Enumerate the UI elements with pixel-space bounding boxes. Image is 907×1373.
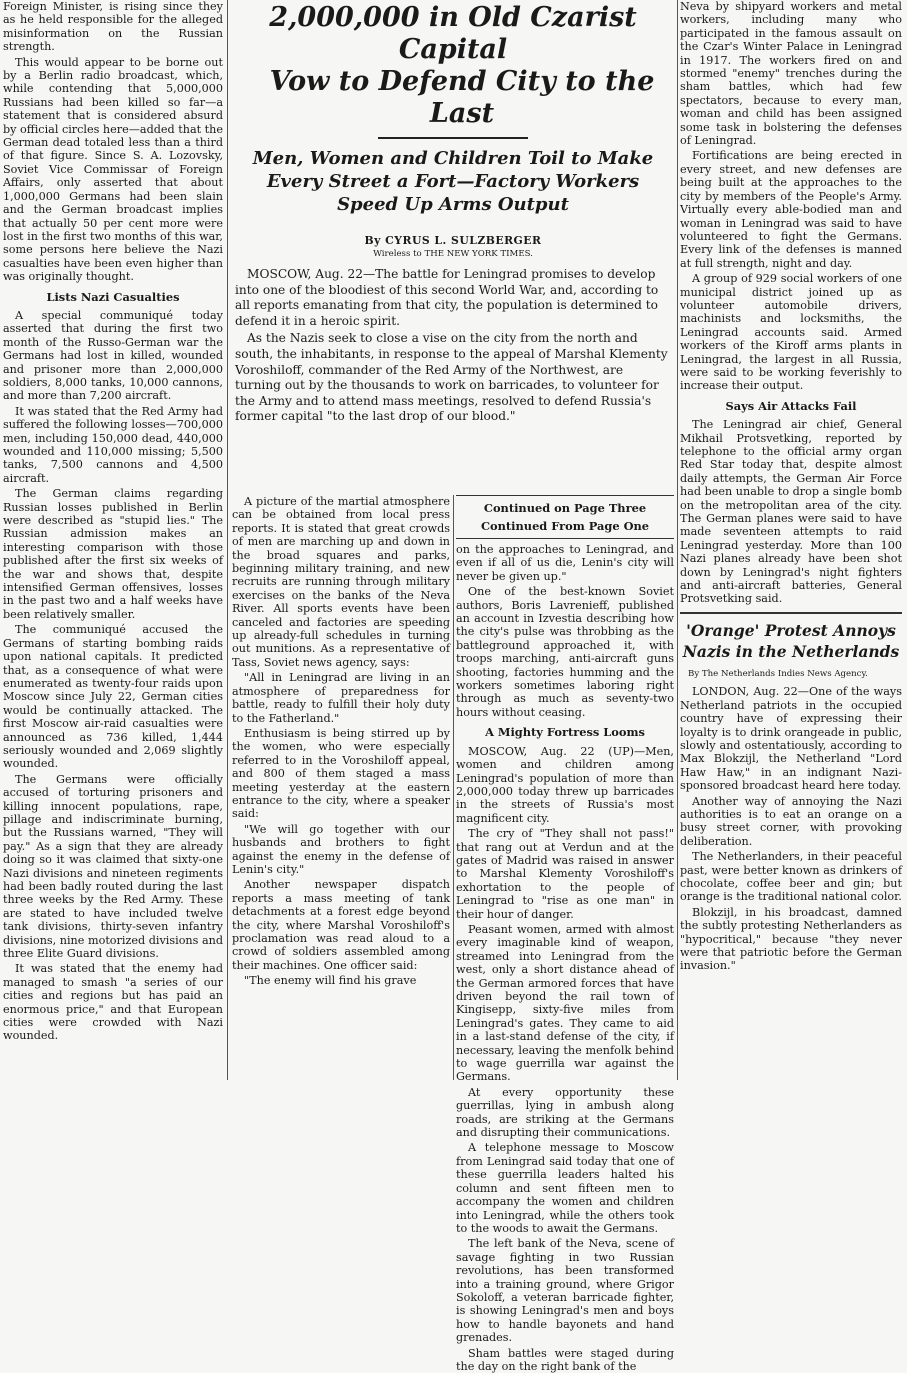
article-paragraph: The German claims regarding Russian losses published in Berlin were described as "stupid lies." The Russian admission makes an interesting comparison with those published after the first six weeks of the war and shows that, despite intensified German offensives, losses in the past two and a half weeks have been relatively smaller.	[3, 487, 223, 621]
article-paragraph: A group of 929 social workers of one municipal district joined up as volunteer automobile drivers, machinists and locksmiths, the Leningrad accounts said. Armed workers of the Kiroff arms plants in Leningrad, the largest in all Russia, were said to be working feverishly to increase their output.	[680, 272, 902, 393]
main-headline-block	[229, 0, 677, 490]
headline-line-1: 2,000,000 in Old Czarist Capital	[269, 2, 637, 65]
article-paragraph: "We will go together with our husbands and brothers to fight against the enemy in the defense of Lenin's city."	[232, 822, 450, 876]
continued-on-label: Continued on Page Three	[483, 501, 647, 515]
headline-line-2: Vow to Defend City to the Last	[269, 66, 655, 129]
wire-credit: Wireless to THE NEW YORK TIMES.	[373, 249, 533, 259]
article-paragraph: The Leningrad air chief, General Mikhail Protsvetking, reported by telephone to the official army organ Red Star today that, despite almost daily attempts, the German Air Force had been unable to drop a single bomb on the metropolitan area of the city. The German planes were said to have made seventeen attempts to raid Leningrad yesterday. More than 100 Nazi planes already have been shot down by Leningrad's night fighters and anti-aircraft batteries, General Protsvetking said.	[680, 418, 902, 606]
article-paragraph: Another newspaper dispatch reports a mass meeting of tank detachments at a forest edge beyond the city, where Marshal Voroshiloff's proclamation was read aloud to a crowd of soldiers assembled among their machines. One officer said:	[232, 878, 450, 972]
article-paragraph: on the approaches to Leningrad, and even if all of us die, Lenin's city will never be given up."	[456, 543, 674, 583]
deck-line-2: Every Street a Fort—Factory Workers	[266, 171, 640, 192]
article-paragraph: The Netherlanders, in their peaceful past, were better known as drinkers of chocolate, coffee beer and gin; but orange is the traditional national color.	[680, 850, 902, 904]
article-paragraph: Neva by shipyard workers and metal workers, including many who participated in the famous assault on the Czar's Winter Palace in Leningrad in 1917. The workers fired on and stormed "enemy" trenches during the sham battles, which had few spectators, because to every man, woman and child has been assigned some task in bolstering the defenses of Leningrad.	[680, 0, 902, 148]
agency-credit: By The Netherlands Indies News Agency.	[688, 668, 868, 679]
article-paragraph: Sham battles were staged during the day on the right bank of the	[456, 1346, 674, 1373]
article-paragraph: A picture of the martial atmosphere can be obtained from local press reports. It is stated that great crowds of men are marching up and down in the broad squares and parks, beginning military training, and new recruits are running through military exercises on the banks of the Neva River. All sports events have been canceled and factories are speeding up already-full schedules in turning out munitions. As a representative of Tass, Soviet news agency, says:	[232, 495, 450, 669]
secondary-headline	[680, 612, 902, 662]
article-paragraph: LONDON, Aug. 22—One of the ways Netherland patriots in the occupied country have of expressing their loyalty is to drink orangeade in public, slowly and ostentatiously, according to Max Blokzijl, the Netherland "Lord Haw Haw," in an indignant Nazi-sponsored broadcast heard here today.	[680, 685, 902, 793]
article-paragraph: Peasant women, armed with almost every imaginable kind of weapon, streamed into Leningrad from the west, only a short distance ahead of the German armored forces that have driven beyond the rail town of Kingisepp, sixty-five miles from Leningrad's gates. They came to aid in a last-stand defense of the city, if necessary, leaving the menfolk behind to wage guerrilla war against the Germans.	[456, 922, 674, 1084]
article-paragraph: The cry of "They shall not pass!" that rang out at Verdun and at the gates of Madrid was raised in answer to Marshal Klementy Voroshiloff's exhortation to the people of Leningrad to "rise as one man" in their hour of danger.	[456, 827, 674, 921]
lead-column	[229, 267, 677, 425]
article-paragraph: Another way of annoying the Nazi authorities is to eat an orange on a busy street corner, with provoking deliberation.	[680, 794, 902, 848]
article-paragraph: It was stated that the Red Army had suffered the following losses—700,000 men, including 150,000 dead, 440,000 wounded and 110,000 missing; 5,500 tanks, 7,500 cannons and 4,500 aircraft.	[3, 404, 223, 485]
headline-divider	[378, 137, 528, 139]
article-paragraph: Blokzijl, in his broadcast, damned the subtly protesting Netherlanders as "hypocritical," because "they never were that patriotic before the German invasion."	[680, 905, 902, 973]
secondary-headline-line-1: 'Orange' Protest Annoys	[686, 620, 896, 640]
article-paragraph: A telephone message to Moscow from Leningrad said today that one of these guerrilla leaders halted his column and sent fifteen men to accompany the women and children into Leningrad, while the others took to the woods to await the Germans.	[456, 1141, 674, 1235]
secondary-headline-line-2: Nazis in the Netherlands	[682, 641, 900, 661]
article-paragraph: This would appear to be borne out by a Berlin radio broadcast, which, while contending that 5,000,000 Russians had been killed so far—a statement that is considered absurd by official circles here—added that the German dead totaled less than a third of that figure. Since S. A. Lozovsky, Soviet Vice Commissar of Foreign Affairs, only asserted that about 1,000,000 Germans had been slain and the German broadcast implies that actually 50 per cent more were lost in the first two months of this war, some persons here believe the Nazi casualties have been even higher than was originally thought.	[3, 55, 223, 284]
column-rule	[227, 0, 228, 1080]
article-paragraph: Enthusiasm is being stirred up by the women, who were especially referred to in the Voroshiloff appeal, and 800 of them staged a mass meeting yesterday at the eastern entrance to the city, where a speaker said:	[232, 726, 450, 821]
article-paragraph: Foreign Minister, is rising since they as he held responsible for the alleged misinformation on the Russian strength.	[3, 0, 223, 54]
column-rule	[677, 0, 678, 1080]
article-paragraph: "The enemy will find his grave	[244, 974, 417, 988]
continued-from-label: Continued From Page One	[480, 519, 650, 533]
article-paragraph: The left bank of the Neva, scene of savage fighting in two Russian revolutions, has been transformed into a training ground, where Grigor Sokoloff, a veteran barricade fighter, is showing Leningrad's men and boys how to handle bayonets and hand grenades.	[456, 1237, 674, 1345]
subheading: Says Air Attacks Fail	[725, 398, 857, 413]
column-rule	[453, 495, 454, 1080]
article-paragraph: The Germans were officially accused of torturing prisoners and killing innocent populations, rape, pillage and indiscriminate burning, but the Russians warned, "They will pay." As a sign that they are already doing so it was claimed that sixty-one Nazi divisions and nineteen regiments had been badly routed during the last three weeks by the Red Army. These are stated to have included twelve tank divisions, thirty-seven infantry divisions, nine motorized divisions and three Elite Guard divisions.	[3, 772, 223, 961]
article-paragraph: It was stated that the enemy had managed to smash "a series of our cities and regions but has paid an enormous price," and that European cities were crowded with Nazi wounded.	[3, 962, 223, 1043]
column-3	[456, 495, 674, 1373]
continuation-box	[456, 495, 674, 539]
lead-paragraph: As the Nazis seek to close a vise on the city from the north and south, the inhabitants, in response to the appeal of Marshal Klementy Voroshiloff, commander of the Red Army of the Northwest, are turning out by the thousands to work on barricades, to volunteer for the Army and to attend mass meetings, resolved to defend Russia's former capital "to the last drop of our blood."	[235, 331, 668, 424]
article-paragraph: A special communiqué today asserted that during the first two month of the Russo-German war the Germans had lost in killed, wounded and prisoner more than 2,000,000 soldiers, 8,000 tanks, 10,000 cannons, and more than 7,200 aircraft.	[3, 308, 223, 403]
column-1	[3, 0, 223, 1080]
lead-paragraph: MOSCOW, Aug. 22—The battle for Leningrad promises to develop into one of the bloodiest of this second World War, and, according to all reports emanating from that city, the population is determined to defend it in a heroic spirit.	[235, 267, 659, 328]
article-paragraph: Fortifications are being erected in every street, and new defenses are being built at the approaches to the city by members of the People's Army. Virtually every able-bodied man and woman in Leningrad was said to have volunteered to fight the Germans. Every link of the defenses is manned at full strength, night and day.	[680, 149, 902, 270]
column-4	[680, 0, 902, 1080]
subheading: Lists Nazi Casualties	[46, 289, 180, 304]
column-2	[232, 495, 450, 1080]
article-paragraph: MOSCOW, Aug. 22 (UP)—Men, women and children among Leningrad's population of more than 2,000,000 today threw up barricades in the streets of Russia's most magnificent city.	[456, 744, 674, 825]
deck-line-1: Men, Women and Children Toil to Make	[252, 148, 654, 169]
article-paragraph: At every opportunity these guerrillas, lying in ambush along roads, are striking at the Germans and disrupting their communications.	[456, 1085, 674, 1140]
article-paragraph: "All in Leningrad are living in an atmosphere of preparedness for battle, ready to fulfill their holy duty to the Fatherland."	[232, 671, 450, 725]
byline: By CYRUS L. SULZBERGER	[364, 234, 542, 247]
deck-line-3: Speed Up Arms Output	[337, 194, 569, 215]
article-paragraph: The communiqué accused the Germans of starting bombing raids upon national capitals. It predicted that, as a consequence of what were enumerated as twenty-four raids upon Moscow since July 22, German cities would be continually attacked. The first Moscow air-raid casualties were announced as 736 killed, 1,444 seriously wounded and 2,069 slightly wounded.	[3, 623, 223, 771]
article-paragraph: One of the best-known Soviet authors, Boris Lavrenieff, published an account in Izvestia describing how the city's pulse was throbbing as the battleground approached it, with troops marching, anti-aircraft guns shooting, factories humming and the workers sometimes laboring right through as much as seventy-two hours without ceasing.	[456, 585, 674, 719]
subheading: A Mighty Fortress Looms	[485, 725, 645, 740]
